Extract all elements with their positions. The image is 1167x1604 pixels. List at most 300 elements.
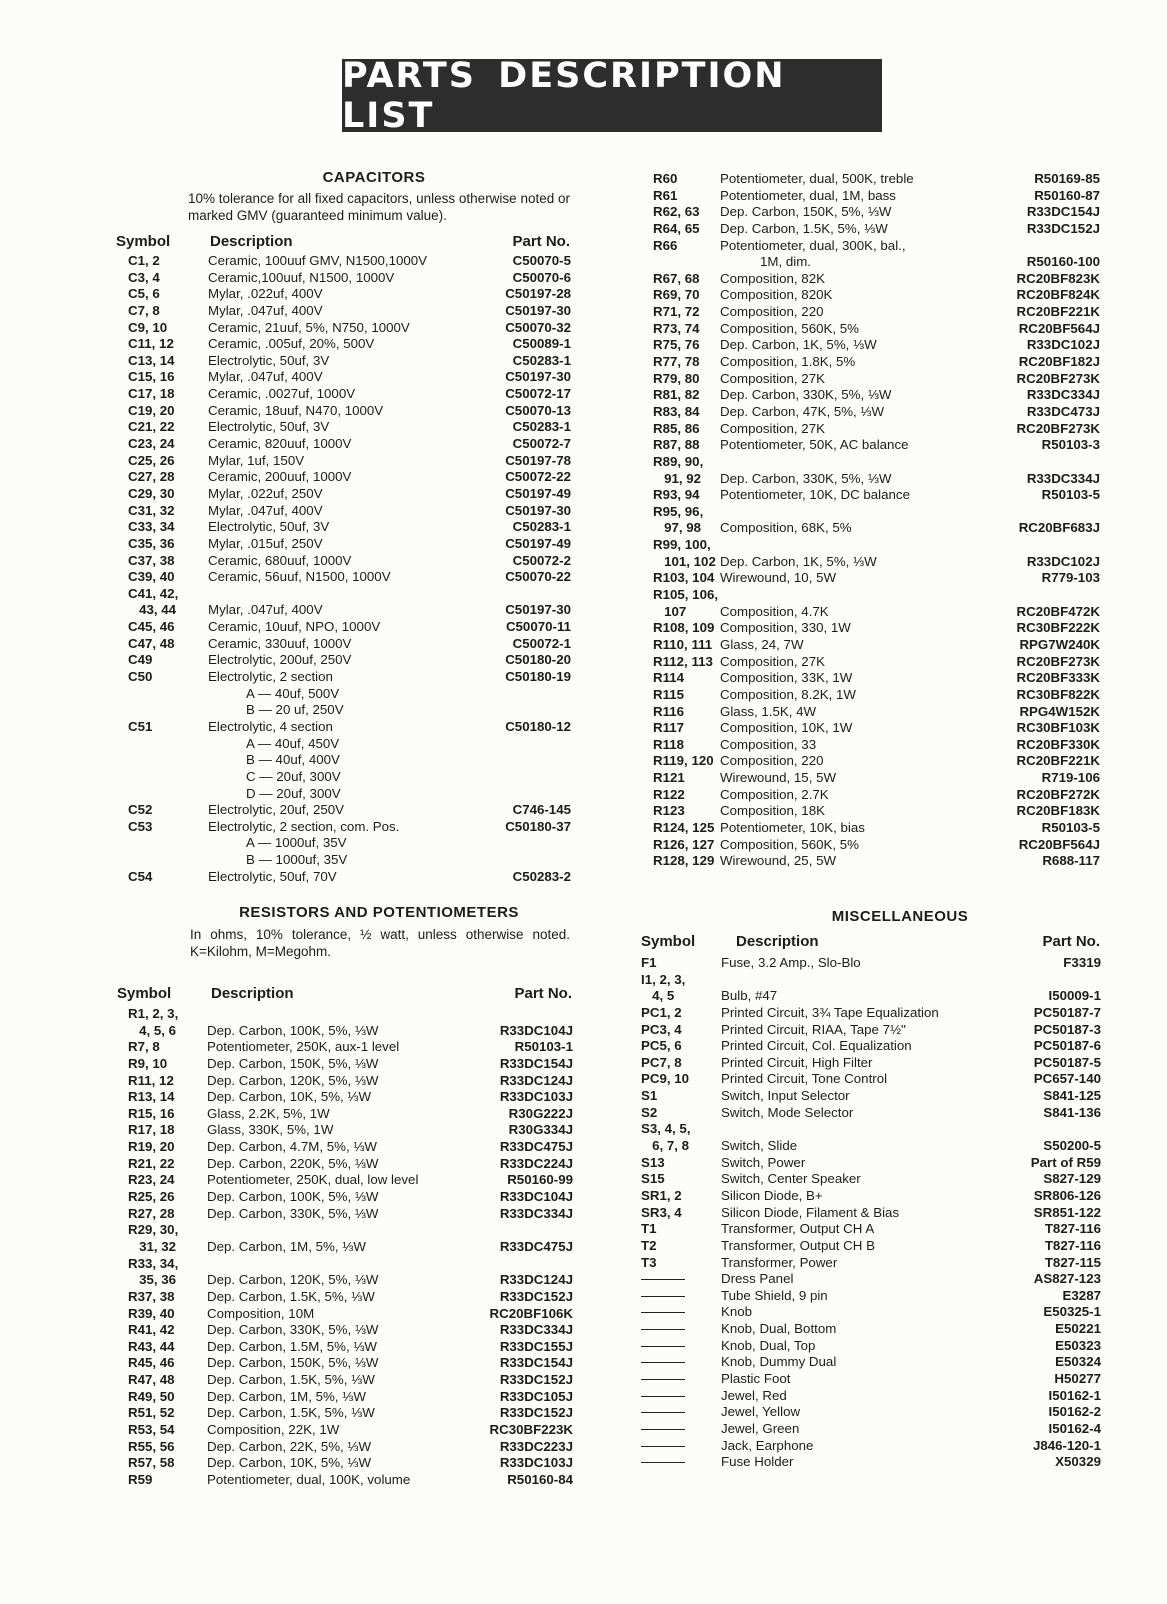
part-description: Transformer, Output CH A: [721, 1221, 875, 1237]
table-row: [653, 554, 1100, 571]
part-description: Electrolytic, 50uf, 3V: [208, 352, 330, 368]
part-symbol: 6, 7, 8: [641, 1138, 690, 1154]
part-symbol: [641, 1404, 685, 1421]
part-symbol: S2: [641, 1104, 658, 1120]
part-symbol: [641, 1388, 685, 1405]
part-description: Composition, 8.2K, 1W: [720, 686, 856, 702]
part-description: Dep. Carbon, 1.5K, 5%, ⅓W: [207, 1288, 375, 1304]
part-symbol: C35, 36: [128, 535, 175, 551]
part-number: R33DC224J: [499, 1155, 573, 1171]
part-description: Switch, Center Speaker: [721, 1171, 861, 1187]
part-number: RPG7W240K: [1019, 636, 1100, 652]
part-symbol: R29, 30,: [128, 1222, 179, 1238]
table-row: [641, 1238, 1101, 1255]
table-row: [653, 504, 1100, 521]
table-row: [128, 1389, 573, 1406]
part-description: Ceramic, 56uuf, N1500, 1000V: [208, 569, 391, 585]
table-row: [641, 1288, 1101, 1305]
part-symbol: R60: [653, 171, 678, 186]
part-symbol: 31, 32: [128, 1238, 177, 1254]
part-symbol: R45, 46: [128, 1355, 175, 1371]
part-symbol: S1: [641, 1088, 658, 1104]
part-number: H50277: [1054, 1371, 1101, 1387]
part-symbol: R61: [653, 187, 678, 203]
part-description: 1M, dim.: [760, 254, 811, 270]
table-row: [128, 1089, 573, 1106]
part-number: RC20BF564J: [1018, 320, 1100, 336]
part-symbol: R9, 10: [128, 1055, 168, 1071]
part-description: B — 40uf, 400V: [246, 752, 340, 768]
part-description: Ceramic, 820uuf, 1000V: [208, 436, 352, 452]
part-description: Composition, 1.8K, 5%: [720, 354, 856, 370]
part-number: J846-120-1: [1032, 1437, 1101, 1453]
part-number: R33DC102J: [1026, 337, 1100, 353]
part-description: Dep. Carbon, 330K, 5%, ⅓W: [720, 470, 892, 486]
part-number: R33DC152J: [499, 1405, 573, 1421]
part-symbol: C5, 6: [128, 286, 160, 302]
part-number: RC30BF822K: [1016, 686, 1100, 702]
part-description: Switch, Mode Selector: [721, 1104, 854, 1120]
table-row: [641, 1221, 1101, 1238]
table-row: [653, 704, 1100, 721]
part-symbol: [641, 1321, 685, 1338]
part-symbol: R112, 113: [653, 653, 713, 669]
part-number: T827-116: [1044, 1221, 1101, 1237]
part-symbol: 91, 92: [653, 470, 702, 486]
part-symbol: R25, 26: [128, 1189, 175, 1205]
part-symbol: C25, 26: [128, 452, 175, 468]
part-description: Potentiometer, dual, 300K, bal.,: [720, 237, 906, 253]
table-row: [128, 286, 571, 303]
table-row: [641, 1438, 1101, 1455]
table-row: [128, 1339, 573, 1356]
part-description: Glass, 330K, 5%, 1W: [207, 1122, 334, 1138]
table-row: [641, 1421, 1101, 1438]
part-description: A — 40uf, 450V: [246, 735, 340, 751]
misc-part-header: Part No.: [1042, 933, 1100, 950]
part-symbol: 4, 5, 6: [128, 1022, 177, 1038]
part-number: F3319: [1063, 955, 1101, 970]
part-description: Dep. Carbon, 100K, 5%, ⅓W: [207, 1189, 379, 1205]
part-number: E50323: [1055, 1337, 1101, 1353]
capacitors-symbol-header: Symbol: [116, 233, 171, 250]
resistors-note: In ohms, 10% tolerance, ½ watt, unless otherwise noted. K=Kilohm, M=Megohm.: [190, 927, 570, 959]
part-description: Electrolytic, 4 section: [208, 718, 333, 734]
table-row: [128, 369, 571, 386]
table-row: [653, 520, 1100, 537]
part-description: Mylar, .047uf, 400V: [208, 302, 323, 318]
part-symbol: R41, 42: [128, 1322, 175, 1338]
part-symbol: R115: [653, 686, 685, 702]
part-number: C50070-5: [512, 253, 571, 268]
part-symbol: R11, 12: [128, 1072, 174, 1088]
table-row: [653, 437, 1100, 454]
table-row: [653, 371, 1100, 388]
part-description: Dep. Carbon, 1K, 5%, ⅓W: [720, 553, 877, 569]
part-number: R33DC104J: [499, 1022, 573, 1038]
table-row: [653, 570, 1100, 587]
part-description: Potentiometer, 250K, aux-1 level: [207, 1039, 400, 1055]
part-description: Composition, 27K: [720, 420, 825, 436]
part-number: I50162-4: [1048, 1420, 1101, 1436]
table-row: [128, 1239, 573, 1256]
table-row: [653, 637, 1100, 654]
no-symbol-dash: [641, 1362, 685, 1363]
part-symbol: R128, 129: [653, 853, 715, 869]
part-description: Composition, 560K, 5%: [720, 320, 859, 336]
part-description: Printed Circuit, RIAA, Tape 7½": [721, 1021, 906, 1037]
part-description: Wirewound, 15, 5W: [720, 770, 837, 786]
part-symbol: R117: [653, 720, 685, 736]
table-row: [653, 720, 1100, 737]
part-description: A — 40uf, 500V: [246, 685, 340, 701]
part-symbol: [641, 1421, 685, 1438]
part-description: Dep. Carbon, 330K, 5%, ⅓W: [207, 1322, 379, 1338]
part-number: R50160-100: [1026, 254, 1100, 270]
part-description: Potentiometer, 10K, bias: [720, 819, 865, 835]
part-number: S50200-5: [1043, 1138, 1101, 1154]
part-description: Composition, 10K, 1W: [720, 720, 853, 736]
table-row: [653, 254, 1100, 271]
part-description: Ceramic, 680uuf, 1000V: [208, 552, 352, 568]
part-description: Silicon Diode, Filament & Bias: [721, 1204, 900, 1220]
part-number: T827-115: [1044, 1254, 1101, 1270]
table-row: [641, 1071, 1101, 1088]
part-description: Transformer, Power: [721, 1254, 838, 1270]
table-row: [641, 1121, 1101, 1138]
part-symbol: C37, 38: [128, 552, 175, 568]
table-row: [653, 387, 1100, 404]
table-row: [128, 869, 571, 886]
table-row: [128, 1189, 573, 1206]
part-number: C50197-30: [505, 502, 571, 518]
part-description: Glass, 1.5K, 4W: [720, 703, 817, 719]
part-number: R33DC104J: [499, 1189, 573, 1205]
part-number: Part of R59: [1030, 1154, 1101, 1170]
part-description: Composition, 220: [720, 753, 824, 769]
part-symbol: S15: [641, 1171, 665, 1187]
part-number: R33DC103J: [499, 1089, 573, 1105]
part-number: PC50187-6: [1033, 1038, 1101, 1054]
part-description: Knob, Dual, Bottom: [721, 1321, 837, 1337]
no-symbol-dash: [641, 1396, 685, 1397]
part-number: E50221: [1055, 1321, 1101, 1337]
part-symbol: PC3, 4: [641, 1021, 682, 1037]
part-number: PC50187-7: [1033, 1004, 1101, 1020]
part-symbol: R62, 63: [653, 204, 700, 220]
part-symbol: R15, 16: [128, 1105, 175, 1121]
part-number: R33DC475J: [499, 1238, 573, 1254]
part-number: R33DC154J: [499, 1355, 573, 1371]
part-number: R33DC334J: [1026, 470, 1100, 486]
part-symbol: R53, 54: [128, 1422, 175, 1438]
part-symbol: R119, 120: [653, 753, 714, 769]
part-number: PC50187-5: [1033, 1054, 1101, 1070]
table-row: [128, 1289, 573, 1306]
part-symbol: R79, 80: [653, 370, 700, 386]
part-description: Ceramic, 200uuf, 1000V: [208, 469, 352, 485]
part-symbol: R85, 86: [653, 420, 700, 436]
part-description: Mylar, 1uf, 150V: [208, 452, 305, 468]
part-symbol: C23, 24: [128, 436, 175, 452]
part-number: R50160-87: [1034, 187, 1100, 203]
part-number: C50197-49: [505, 485, 571, 501]
part-symbol: R99, 100,: [653, 537, 711, 553]
part-symbol: R49, 50: [128, 1388, 175, 1404]
part-number: C50180-12: [505, 718, 571, 734]
part-number: I50162-2: [1048, 1404, 1101, 1420]
table-row: [641, 1404, 1101, 1421]
table-row: [128, 1039, 573, 1056]
part-description: Wirewound, 25, 5W: [720, 853, 837, 869]
part-number: R33DC102J: [1026, 553, 1100, 569]
capacitors-table: [128, 253, 571, 885]
part-number: C50072-2: [512, 552, 571, 568]
part-symbol: C19, 20: [128, 402, 175, 418]
table-row: [641, 1171, 1101, 1188]
no-symbol-dash: [641, 1346, 685, 1347]
part-number: RC20BF182J: [1018, 354, 1100, 370]
table-row: [653, 471, 1100, 488]
part-symbol: C50: [128, 669, 153, 685]
part-number: RC20BF183K: [1016, 803, 1100, 819]
part-symbol: T2: [641, 1237, 657, 1253]
part-symbol: R21, 22: [128, 1155, 175, 1171]
part-number: E50325-1: [1043, 1304, 1101, 1320]
part-description: Dep. Carbon, 120K, 5%, ⅓W: [207, 1072, 379, 1088]
part-number: R50160-99: [507, 1172, 573, 1188]
part-number: R33DC223J: [499, 1438, 573, 1454]
table-row: [128, 819, 571, 836]
part-number: RC20BF564J: [1018, 836, 1100, 852]
part-description: Composition, 27K: [720, 370, 825, 386]
part-symbol: SR3, 4: [641, 1204, 682, 1220]
part-number: C50070-6: [512, 269, 571, 285]
table-row: [641, 1304, 1101, 1321]
table-row: [128, 636, 571, 653]
part-symbol: [641, 1338, 685, 1355]
table-row: [653, 404, 1100, 421]
table-row: [653, 837, 1100, 854]
table-row: [653, 537, 1100, 554]
part-symbol: R17, 18: [128, 1122, 175, 1138]
part-description: Mylar, .047uf, 400V: [208, 602, 323, 618]
part-description: Dep. Carbon, 10K, 5%, ⅓W: [207, 1089, 372, 1105]
part-symbol: C31, 32: [128, 502, 175, 518]
table-row: [128, 652, 571, 669]
part-number: C50197-78: [505, 452, 571, 468]
part-number: PC657-140: [1033, 1071, 1101, 1087]
part-description: Dep. Carbon, 1.5K, 5%, ⅓W: [207, 1372, 375, 1388]
table-row: [128, 1023, 573, 1040]
table-row: [641, 1371, 1101, 1388]
page-title: PARTS DESCRIPTION LIST: [342, 59, 882, 132]
part-symbol: R23, 24: [128, 1172, 175, 1188]
part-symbol: R77, 78: [653, 354, 700, 370]
part-number: RC20BF272K: [1016, 786, 1100, 802]
part-description: Dep. Carbon, 22K, 5%, ⅓W: [207, 1438, 372, 1454]
part-number: PC50187-3: [1033, 1021, 1101, 1037]
part-symbol: I1, 2, 3,: [641, 971, 686, 987]
part-symbol: S13: [641, 1154, 665, 1170]
part-description: Printed Circuit, Tone Control: [721, 1071, 888, 1087]
part-number: RC30BF222K: [1016, 620, 1100, 636]
part-description: Silicon Diode, B+: [721, 1187, 823, 1203]
part-symbol: S3, 4, 5,: [641, 1121, 691, 1137]
no-symbol-dash: [641, 1279, 685, 1280]
part-symbol: C45, 46: [128, 619, 175, 635]
table-row: [128, 553, 571, 570]
part-description: Dep. Carbon, 150K, 5%, ⅓W: [207, 1355, 379, 1371]
part-description: Potentiometer, dual, 100K, volume: [207, 1471, 411, 1487]
part-symbol: C27, 28: [128, 469, 175, 485]
table-row: [128, 1056, 573, 1073]
part-symbol: R121: [653, 770, 685, 786]
part-description: Ceramic,100uuf, N1500, 1000V: [208, 269, 395, 285]
part-description: Electrolytic, 200uf, 250V: [208, 652, 352, 668]
table-row: [128, 1172, 573, 1189]
part-number: C50070-11: [505, 619, 571, 635]
part-description: Ceramic, 21uuf, 5%, N750, 1000V: [208, 319, 410, 335]
part-symbol: R105, 106,: [653, 587, 719, 603]
part-description: Potentiometer, 50K, AC balance: [720, 437, 909, 453]
part-description: Switch, Input Selector: [721, 1088, 850, 1104]
table-row: [128, 436, 571, 453]
table-row: [128, 569, 571, 586]
part-description: Composition, 220: [720, 304, 824, 320]
part-symbol: R13, 14: [128, 1089, 175, 1105]
part-description: Dep. Carbon, 330K, 5%, ⅓W: [720, 387, 892, 403]
part-number: R30G334J: [508, 1122, 573, 1138]
table-row: [128, 686, 571, 703]
part-symbol: 43, 44: [128, 602, 177, 618]
table-row: [653, 787, 1100, 804]
part-description: Printed Circuit, High Filter: [721, 1054, 873, 1070]
table-row: [653, 670, 1100, 687]
part-symbol: [641, 1438, 685, 1455]
table-row: [641, 1205, 1101, 1222]
part-description: Switch, Power: [721, 1154, 806, 1170]
table-row: [653, 221, 1100, 238]
table-row: [128, 1006, 573, 1023]
part-description: Electrolytic, 2 section, com. Pos.: [208, 818, 400, 834]
part-description: Composition, 18K: [720, 803, 825, 819]
part-number: R33DC103J: [499, 1455, 573, 1471]
table-row: [128, 270, 571, 287]
table-row: [653, 421, 1100, 438]
part-number: RC30BF223K: [489, 1422, 573, 1438]
table-row: [641, 1105, 1101, 1122]
part-symbol: R122: [653, 786, 685, 802]
part-symbol: R39, 40: [128, 1305, 175, 1321]
part-description: Ceramic, .005uf, 20%, 500V: [208, 336, 375, 352]
table-row: [653, 620, 1100, 637]
table-row: [128, 1455, 573, 1472]
part-number: C50180-19: [505, 669, 571, 685]
table-row: [128, 719, 571, 736]
part-description: Transformer, Output CH B: [721, 1237, 875, 1253]
table-row: [128, 419, 571, 436]
part-description: Dep. Carbon, 1.5K, 5%, ⅓W: [207, 1405, 375, 1421]
table-row: [128, 403, 571, 420]
part-symbol: R19, 20: [128, 1139, 175, 1155]
part-symbol: R67, 68: [653, 270, 700, 286]
part-symbol: R114: [653, 670, 685, 686]
part-number: R688-117: [1042, 853, 1100, 869]
part-symbol: C9, 10: [128, 319, 168, 335]
table-row: [653, 737, 1100, 754]
part-number: R50160-84: [507, 1471, 573, 1487]
table-row: [653, 803, 1100, 820]
table-row: [128, 1256, 573, 1273]
table-row: [128, 1322, 573, 1339]
part-description: Composition, 10M: [207, 1305, 315, 1321]
part-symbol: SR1, 2: [641, 1187, 682, 1203]
part-symbol: 4, 5: [641, 988, 675, 1004]
part-symbol: R37, 38: [128, 1288, 175, 1304]
part-symbol: C21, 22: [128, 419, 175, 435]
part-symbol: R83, 84: [653, 403, 700, 419]
table-row: [641, 988, 1101, 1005]
part-description: Printed Circuit, 3¾ Tape Equalization: [721, 1004, 939, 1020]
part-symbol: R71, 72: [653, 304, 700, 320]
part-symbol: PC5, 6: [641, 1038, 682, 1054]
part-description: Dep. Carbon, 1M, 5%, ⅓W: [207, 1238, 366, 1254]
part-description: Fuse, 3.2 Amp., Slo-Blo: [721, 955, 861, 970]
part-symbol: R126, 127: [653, 836, 715, 852]
part-description: Ceramic, 100uuf GMV, N1500,1000V: [208, 253, 428, 268]
part-number: R33DC154J: [1026, 204, 1100, 220]
part-description: Dep. Carbon, 150K, 5%, ⅓W: [207, 1055, 379, 1071]
part-description: Ceramic, 10uuf, NPO, 1000V: [208, 619, 381, 635]
table-row: [641, 1271, 1101, 1288]
table-row: [128, 1222, 573, 1239]
table-row: [128, 386, 571, 403]
part-description: Composition, 27K: [720, 653, 825, 669]
part-description: Composition, 2.7K: [720, 786, 829, 802]
part-number: RC20BF823K: [1016, 270, 1100, 286]
part-number: S841-125: [1043, 1088, 1101, 1104]
part-number: C50180-37: [505, 818, 571, 834]
part-number: I50162-1: [1048, 1387, 1101, 1403]
table-row: [641, 1005, 1101, 1022]
part-symbol: R87, 88: [653, 437, 700, 453]
part-symbol: C13, 14: [128, 352, 175, 368]
table-row: [128, 835, 571, 852]
part-symbol: R64, 65: [653, 220, 700, 236]
part-description: Bulb, #47: [721, 988, 778, 1004]
table-row: [128, 486, 571, 503]
part-number: RC20BF106K: [489, 1305, 573, 1321]
part-symbol: R103, 104: [653, 570, 715, 586]
part-description: Electrolytic, 50uf, 3V: [208, 519, 330, 535]
table-row: [128, 519, 571, 536]
part-symbol: C29, 30: [128, 485, 175, 501]
resistors-symbol-header: Symbol: [117, 985, 172, 1002]
table-row: [641, 1321, 1101, 1338]
part-number: C50072-22: [505, 469, 571, 485]
part-description: Composition, 330, 1W: [720, 620, 851, 636]
part-number: X50329: [1055, 1454, 1101, 1470]
table-row: [128, 1306, 573, 1323]
part-symbol: C49: [128, 652, 153, 668]
table-row: [641, 1138, 1101, 1155]
table-row: [653, 687, 1100, 704]
no-symbol-dash: [641, 1329, 685, 1330]
part-number: R50103-5: [1041, 819, 1100, 835]
part-symbol: 101, 102: [653, 553, 716, 569]
part-symbol: C15, 16: [128, 369, 175, 385]
